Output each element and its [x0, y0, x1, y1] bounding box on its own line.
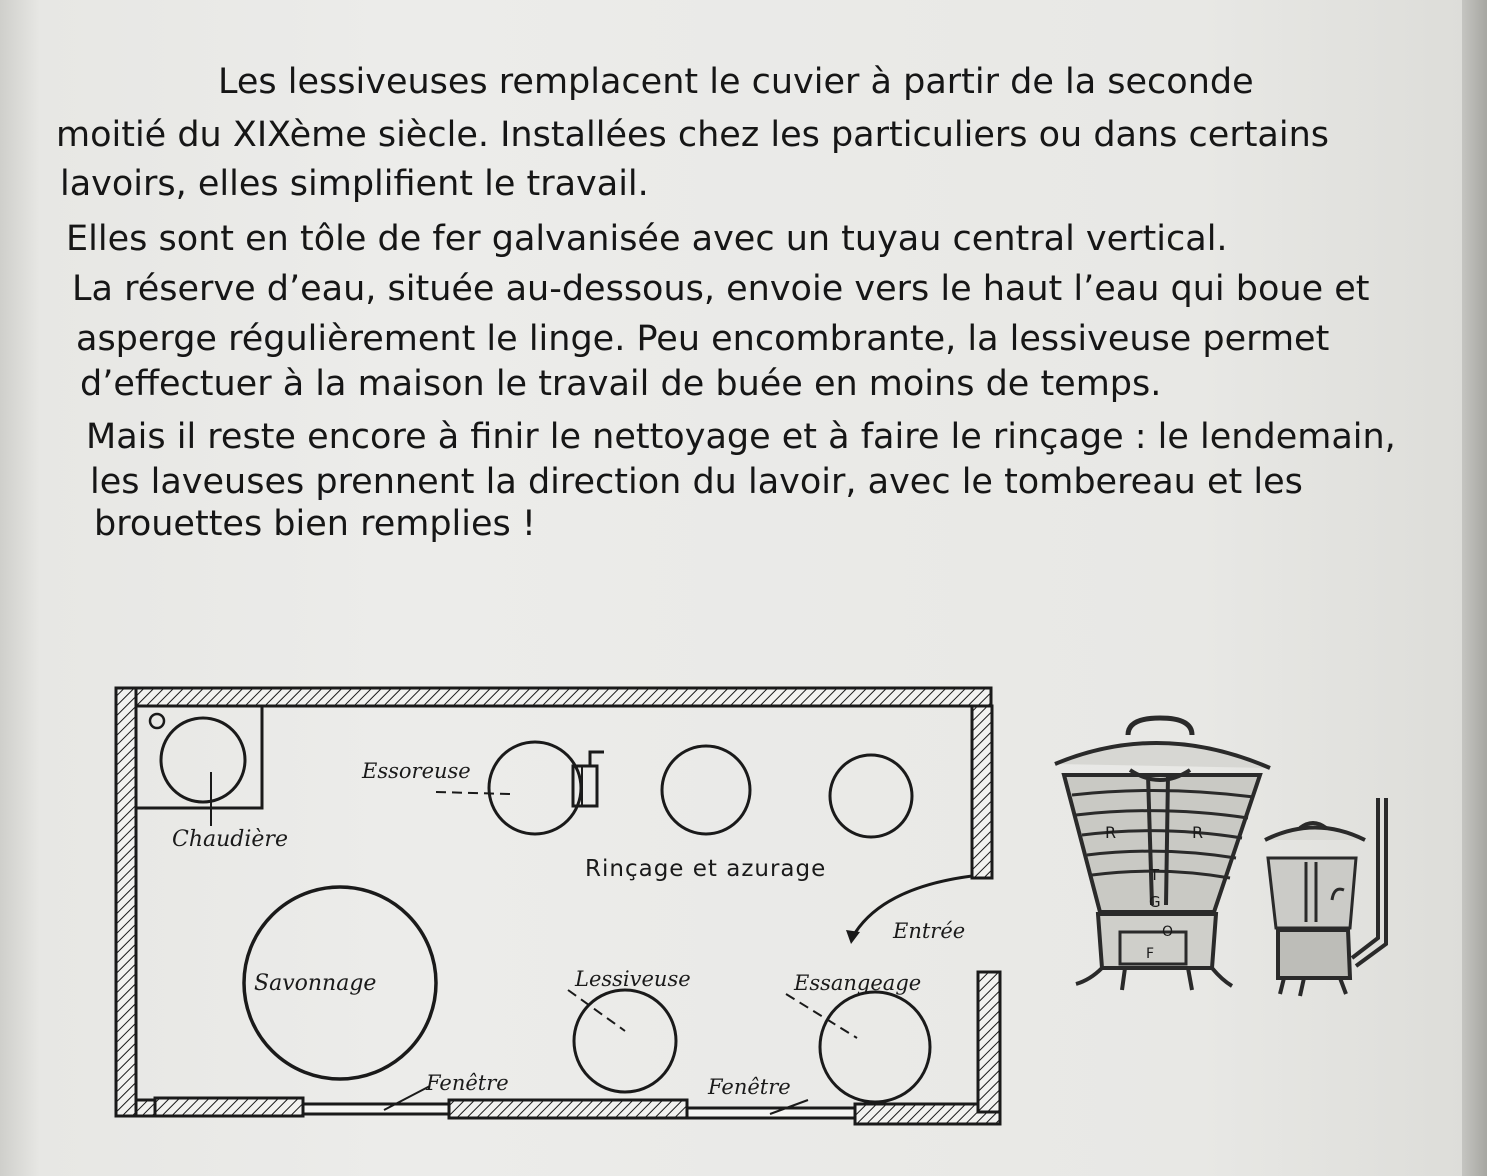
floor-plan [116, 688, 1000, 1124]
paragraph-line-3: lavoirs, elles simplifient le travail. [60, 164, 649, 204]
lessiveuse-cutaway-illustration [1055, 718, 1386, 996]
label-lessiveuse: Lessiveuse [575, 967, 691, 991]
essoreuse-circle [489, 742, 581, 834]
door-arrow [846, 930, 860, 944]
paragraph-line-7: d’effectuer à la maison le travail de buée en moins de temps. [80, 364, 1162, 404]
rincage-tub-1 [662, 746, 750, 834]
rincage-tub-2 [830, 755, 912, 837]
wall-right-lower [978, 972, 1000, 1112]
label-essangeage: Essangeage [794, 971, 922, 995]
paragraph-line-5: La réserve d’eau, située au-dessous, envoie vers le haut l’eau qui boue et [72, 269, 1370, 309]
paragraph-line-1: Les lessiveuses remplacent le cuvier à partir de la seconde [218, 62, 1254, 102]
label-fenetre-2: Fenêtre [708, 1075, 791, 1099]
illu-label-o: O [1162, 924, 1174, 940]
paragraph-line-2: moitié du XIXème siècle. Installées chez les particuliers ou dans certains [56, 115, 1330, 155]
wall-bottom-left [155, 1098, 303, 1116]
illu-label-f: F [1146, 946, 1155, 962]
label-rincage: Rinçage et azurage [585, 856, 827, 882]
illu-label-r-left: R [1105, 823, 1117, 842]
label-chaudiere: Chaudière [172, 827, 288, 852]
essoreuse-arm [590, 752, 604, 766]
chaudiere-enclosure [136, 706, 262, 808]
illu-label-r-right: R [1192, 823, 1204, 842]
illu-label-g: G [1149, 893, 1161, 911]
chimney [1352, 798, 1386, 966]
paragraph-line-4: Elles sont en tôle de fer galvanisée avec un tuyau central vertical. [66, 219, 1228, 259]
stove [1098, 914, 1216, 968]
small-stove-legs [1280, 978, 1346, 996]
chaudiere-circle [161, 718, 245, 802]
lid-handle [1128, 718, 1192, 735]
lid [1055, 743, 1270, 768]
wall-bottom-mid [449, 1100, 687, 1118]
wall-top [116, 688, 991, 706]
chaudiere-small-circle [150, 714, 164, 728]
wall-bottom [136, 1100, 155, 1116]
lessiveuse-tub [574, 990, 676, 1092]
window-1 [303, 1104, 449, 1114]
label-savonnage: Savonnage [254, 971, 377, 996]
illu-label-t: T [1150, 866, 1160, 884]
paragraph-line-8: Mais il reste encore à finir le nettoyage et à faire le rinçage : le lendemain, [86, 417, 1396, 457]
essoreuse-pointer [436, 792, 510, 794]
small-lid [1265, 828, 1365, 841]
essangeage-tub [820, 992, 930, 1102]
paragraph-line-10: brouettes bien remplies ! [94, 504, 536, 544]
paragraph-line-9: les laveuses prennent la direction du lavoir, avec le tombereau et les [90, 462, 1303, 502]
label-fenetre-1: Fenêtre [426, 1071, 509, 1095]
wall-right-upper [972, 706, 992, 878]
small-stove [1278, 930, 1350, 978]
label-essoreuse: Essoreuse [362, 759, 471, 783]
stove-legs [1076, 968, 1232, 990]
small-tub [1268, 858, 1356, 928]
wall-left [116, 688, 136, 1116]
paragraph-line-6: asperge régulièrement le linge. Peu encombrante, la lessiveuse permet [76, 319, 1330, 359]
label-entree: Entrée [893, 919, 966, 943]
